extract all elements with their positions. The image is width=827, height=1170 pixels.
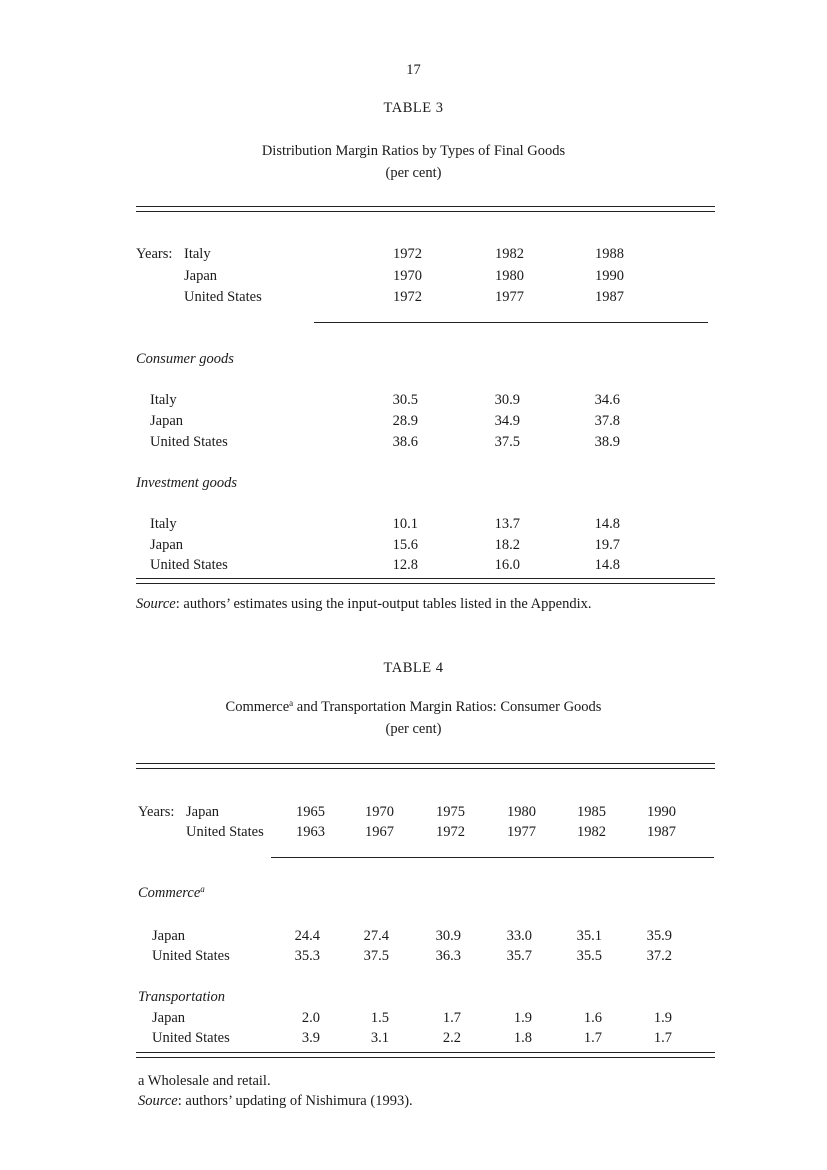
table3-cell: 34.9 [494,413,520,429]
table4-cell: 37.2 [646,948,672,964]
table4-year-cell: 1977 [507,824,536,840]
table4-source [138,1093,413,1110]
table3-row-label: United States [150,557,228,573]
table3-row-label: Italy [150,516,177,532]
table4-cell: 2.0 [301,1010,320,1026]
table3-row-label: United States [150,434,228,450]
table3-year-cell: 1977 [495,289,524,305]
table4-year-row-label: Japan [186,804,220,820]
table3-cell: 16.0 [494,557,520,573]
table4-year-cell: 1987 [647,824,676,840]
table4-cell: 35.9 [646,928,672,944]
table4-footnote: a Wholesale and retail. [138,1073,271,1089]
table4-year-cell: 1972 [436,824,465,840]
table4-year-cell: 1982 [577,824,606,840]
source-label: Source [138,1093,178,1109]
table3-cell: 13.7 [494,516,520,532]
page-number: 17 [406,62,421,78]
table3-row-label: Japan [150,413,184,429]
table3-cell: 18.2 [494,537,520,553]
table3-section-heading: Consumer goods [136,351,234,367]
table4-year-cell: 1990 [647,804,676,820]
table3-year-cell: 1970 [393,268,422,284]
table4-row-label: Japan [152,928,186,944]
table3-years-prefix: Years: [136,246,173,262]
table4-year-cell: 1965 [296,804,325,820]
table4-header-rule [271,857,714,858]
table3-year-cell: 1988 [595,246,624,262]
table3-label: TABLE 3 [383,100,444,116]
table3-cell: 15.6 [392,537,418,553]
table4-cell: 35.3 [294,948,320,964]
table3-year-row-label: United States [184,289,262,305]
table3-year-cell: 1990 [595,268,624,284]
table3-cell: 37.5 [494,434,520,450]
table3-cell: 34.6 [594,392,620,408]
table4-row-label: United States [152,948,230,964]
table3-year-cell: 1972 [393,246,422,262]
table3-row-label: Italy [150,392,177,408]
table4-commerce-heading [138,885,205,902]
table3-year-cell: 1980 [495,268,524,284]
table4-year-cell: 1967 [365,824,394,840]
table4-title [0,699,827,716]
table3-cell: 28.9 [392,413,418,429]
table3-top-rule [136,206,715,212]
table4-cell: 1.7 [653,1030,672,1046]
table3-bottom-rule [136,578,715,584]
source-label: Source [136,596,176,612]
table3-subtitle: (per cent) [385,165,442,181]
table3-cell: 14.8 [594,557,620,573]
table4-cell: 24.4 [294,928,320,944]
table3-year-row-label: Italy [184,246,211,262]
table4-title-part2: and Transportation Margin Ratios: Consumer Goods [293,699,602,715]
table4-cell: 1.8 [513,1030,532,1046]
table4-cell: 33.0 [506,928,532,944]
table3-year-row-label: Japan [184,268,218,284]
table4-cell: 1.5 [370,1010,389,1026]
table4-cell: 1.9 [653,1010,672,1026]
table4-cell: 1.7 [442,1010,461,1026]
table4-cell: 37.5 [363,948,389,964]
table4-cell: 3.1 [370,1030,389,1046]
table3-cell: 19.7 [594,537,620,553]
table4-year-row-label: United States [186,824,264,840]
table4-year-cell: 1980 [507,804,536,820]
table4-row-label: Japan [152,1010,186,1026]
commerce-heading-text: Commerce [138,885,201,901]
table3-cell: 38.6 [392,434,418,450]
table4-cell: 35.1 [576,928,602,944]
table3-year-cell: 1982 [495,246,524,262]
table4-cell: 35.7 [506,948,532,964]
table3-cell: 30.9 [494,392,520,408]
table3-cell: 37.8 [594,413,620,429]
table3-section-heading: Investment goods [136,475,238,491]
table4-title-part1: Commerce [225,699,290,715]
table4-subtitle: (per cent) [385,721,442,737]
table4-year-cell: 1985 [577,804,606,820]
table4-transport-heading: Transportation [138,989,226,1005]
commerce-footnote-mark: a [200,884,205,894]
source-text: : authors’ estimates using the input-output tables listed in the Appendix. [175,596,592,612]
table4-title-footnote-mark: a [289,698,294,708]
table4-years-prefix: Years: [138,804,175,820]
table3-row-label: Japan [150,537,184,553]
table4-year-cell: 1970 [365,804,394,820]
table4-year-cell: 1975 [436,804,465,820]
table4-cell: 1.7 [583,1030,602,1046]
table4-cell: 35.5 [576,948,602,964]
table3-cell: 10.1 [392,516,418,532]
table3-cell: 14.8 [594,516,620,532]
table4-cell: 3.9 [301,1030,320,1046]
table4-cell: 30.9 [435,928,461,944]
table3-cell: 30.5 [392,392,418,408]
table3-year-cell: 1972 [393,289,422,305]
table4-cell: 1.6 [583,1010,602,1026]
table4-cell: 2.2 [442,1030,461,1046]
source-text: : authors’ updating of Nishimura (1993). [177,1093,413,1109]
table4-year-cell: 1963 [296,824,325,840]
table3-source [136,596,591,613]
table4-bottom-rule [136,1052,715,1058]
table4-row-label: United States [152,1030,230,1046]
table3-cell: 38.9 [594,434,620,450]
table3-title: Distribution Margin Ratios by Types of Final Goods [261,143,566,159]
table3-cell: 12.8 [392,557,418,573]
table4-top-rule [136,763,715,769]
table3-year-cell: 1987 [595,289,624,305]
table4-cell: 36.3 [435,948,461,964]
table4-cell: 27.4 [363,928,389,944]
table4-label: TABLE 4 [383,660,444,676]
table4-cell: 1.9 [513,1010,532,1026]
table3-header-rule [314,322,708,323]
